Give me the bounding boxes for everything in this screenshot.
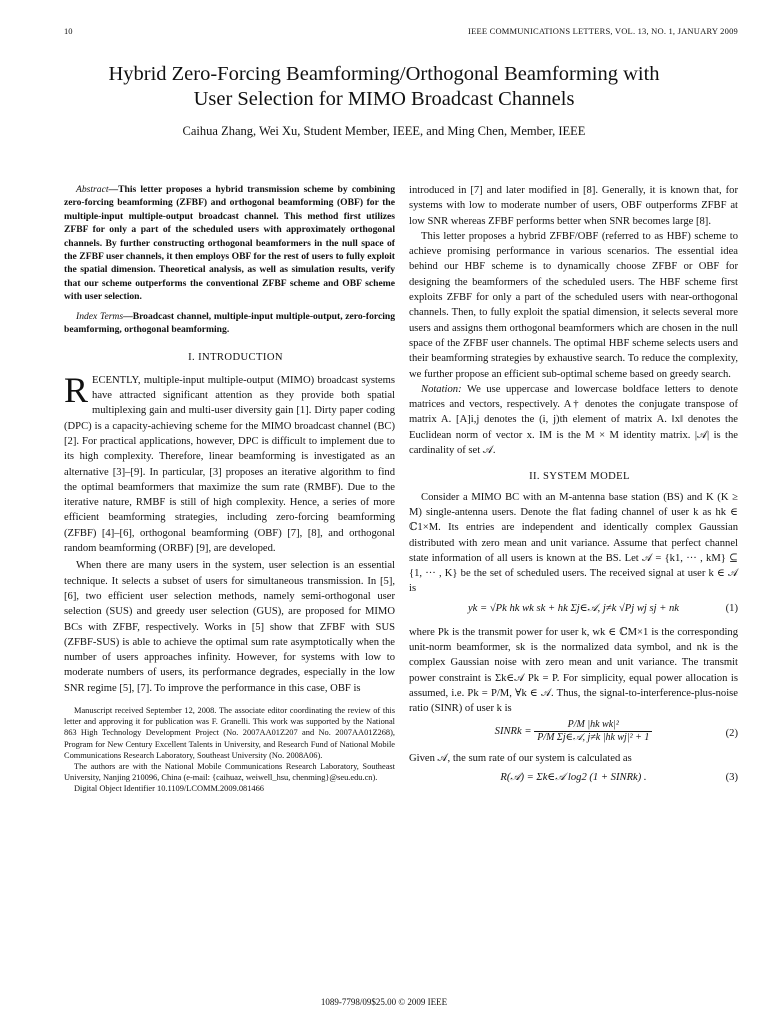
copyright-footer: 1089-7798/09$25.00 © 2009 IEEE (320, 997, 448, 1007)
running-header (64, 26, 738, 38)
section-2-heading: II. SYSTEM MODEL (529, 471, 630, 483)
abstract-text: —This letter proposes a hybrid transmission scheme by combining zero-forcing beamforming (ZFBF) and orthogonal beamforming (OBF) for the multiple-input multiple-output broadcast channel. This method first utilizes ZFBF for only a part of the scheduled users with approximately orthogonal channels. By further constructing orthogonal beamformers in the null space of the ZFBF user channels, it then employs OBF for the rest of users to fully exploit the spatial dimension. Theoretical analysis, as well as simulation results, verify that our scheme outperforms the conventional ZFBF scheme and OBF scheme with user selection. (64, 184, 395, 303)
equation-1-number: (1) (725, 602, 738, 614)
intro-paragraph-1-text: ECENTLY, multiple-input multiple-output (MIMO) broadcast systems have attracted significant attention as they provide both spatial multiplexing gain and multi-user diversity gain [1]. Dirty paper coding (DPC) is a capacity-achieving scheme for the MIMO broadcast channel (BC) [2]. For practical applications, however, DPC is difficult to implement due to its high complexity. Therefore, linear beamforming is investigated as an alternative [3]–[9]. In particular, [3] proposes an iterative algorithm to find the optimal beamformers that maximize the sum rate (RMBF). Due to the iterative nature, RMBF is still of high complexity. Hence, a series of more efficient beamforming strategies, including zero-forcing beamforming (ZFBF) [4]–[6], orthogonal beamforming (OBF) [7], [8], and orthogonal random beamforming (ORBF) [9], are developed. (64, 374, 395, 555)
intro-paragraph-2: When there are many users in the system, user selection is an essential technique. It selects a subset of users for simultaneous transmission. In [5], [6], two efficient user selection methods, namely semi-orthogonal user selection (SUS) and greedy user selection (GUS), are proposed for MIMO BCs with ZFBF, respectively. Works in [5] show that ZFBF with SUS (ZFBF-SUS) is able to achieve the optimal sum rate asymptotically when the number of users approaches infinity. However, for systems with low to moderate numbers of users, its performance degrades, especially in the low SNR regime [5], [7]. To improve the performance in this case, OBF is (64, 560, 395, 694)
abstract (64, 183, 395, 304)
right-column (409, 183, 738, 794)
model-paragraph-1: Consider a MIMO BC with an M-antenna base station (BS) and K (K ≥ M) single-antenna users. Denote the flat fading channel of user k as hk ∈ ℂ1×M. Its entries are independent and identically complex Gaussian distributed with zero mean and unit variance. Assume that perfect channel state information of all users is known at the BS. Let 𝒜 = {k1, ··· , kM} ⊆ {1, ··· , K} be the set of scheduled users. The received signal at user k ∈ 𝒜 is (409, 491, 738, 595)
intro-continued: introduced in [7] and later modified in [8]. Generally, it is known that, for systems with low to moderate number of users, OBF outperforms ZFBF at low SNR whereas ZFBF performs better when SNR becomes large [8]. (409, 185, 738, 227)
notation-text: We use uppercase and lowercase boldface letters to denote matrices and vectors, respectively. A† denotes the conjugate transpose of matrix A. [A]i,j denotes the (i, j)th element of matrix A. ‖x‖ denotes the Euclidean norm of vector x. IM is the M × M identity matrix. |𝒜| is the cardinality of set 𝒜. (409, 383, 738, 457)
hbf-paragraph: This letter proposes a hybrid ZFBF/OBF (referred to as HBF) scheme to achieve promising performance in various scenarios. The essential idea behind our HBF scheme is to dynamically choose ZFBF or OBF for designing the beamformers of the scheduled users. The HBF scheme first exploits ZFBF for only a part of the scheduled users with near-orthogonal channels. Then, to fully exploit the spatial dimension, it selects several more users and assigns them orthogonal beamformers which are chosen in the null space of the ZFBF user channels. The optimal HBF scheme selects users and their beamforming strategies by exhaustive search. To reduce the complexity, we further propose an efficient sub-optimal scheme based on greedy search. (409, 230, 738, 380)
model-paragraph-2: where Pk is the transmit power for user k, wk ∈ ℂM×1 is the corresponding unit-norm beamformer, sk is the normalized data symbol, and nk is the complex Gaussian noise with zero mean and unit variance. The transmit power constraint is Σk∈𝒜 Pk = P. For simplicity, equal power allocation is assumed, i.e. Pk = P/M, ∀k ∈ 𝒜. Thus, the signal-to-interference-plus-noise ratio (SINR) of user k is (409, 626, 738, 715)
index-terms-text: —Broadcast channel, multiple-input multiple-output, zero-forcing beamforming, orthogonal beamforming. (64, 310, 396, 336)
footnote-manuscript: Manuscript received September 12, 2008. The associate editor coordinating the review of this letter and approving it for publication was F. Granelli. This work was supported by the National 863 High Technology Development Project (No. 2007AA01Z207 and No. 2007AA01Z268), Program for New Century Excellent Talents in University, and Research Fund of National Mobile Communications Research Laboratory, Southeast University (No. 2008A06). (64, 706, 395, 760)
page-number: 10 (64, 26, 73, 36)
notation-label: Notation: (421, 383, 462, 395)
intro-paragraph-1 (64, 369, 395, 557)
drop-cap: R (64, 369, 89, 410)
equation-3-number: (3) (725, 771, 738, 783)
equation-2-denominator: P/M Σj∈𝒜, j≠k |hk wj|² + 1 (537, 731, 650, 743)
equation-1-body: yk = √Pk hk wk sk + hk Σj∈𝒜, j≠k √Pj wj sj + nk (467, 602, 680, 614)
model-paragraph-3: Given 𝒜, the sum rate of our system is calculated as (409, 752, 632, 764)
equation-2-number: (2) (725, 727, 738, 739)
footnote (64, 705, 395, 795)
equation-2-fraction (534, 719, 652, 744)
equation-1 (409, 597, 738, 625)
title-line-2: User Selection for MIMO Broadcast Channels (193, 88, 575, 110)
author-line: Caihua Zhang, Wei Xu, Student Member, IEEE, and Ming Chen, Member, IEEE (182, 124, 586, 138)
index-terms-label: Index Terms (76, 310, 124, 322)
left-column (64, 183, 395, 795)
equation-2-lhs: SINRk = (494, 725, 532, 737)
title-line-1: Hybrid Zero-Forcing Beamforming/Orthogonal Beamforming with (108, 63, 660, 85)
footnote-doi: Digital Object Identifier 10.1109/LCOMM.2009.081466 (74, 784, 264, 794)
notation-paragraph (409, 382, 738, 458)
paper-title (30, 62, 738, 112)
equation-2 (409, 717, 738, 751)
footnote-affiliation: The authors are with the National Mobile Communications Research Laboratory, Southeast University, Nanjing 210096, China (e-mail: {caihuaz, weiwell_hsu, chenming}@seu.edu.cn). (64, 762, 395, 783)
index-terms (64, 310, 395, 337)
equation-3-body: R(𝒜) = Σk∈𝒜 log2 (1 + SINRk) . (500, 771, 647, 783)
abstract-label: Abstract (76, 184, 109, 195)
equation-3 (409, 766, 738, 794)
section-1-heading: I. INTRODUCTION (188, 352, 283, 364)
journal-name: IEEE COMMUNICATIONS LETTERS, VOL. 13, NO. 1, JANUARY 2009 (468, 26, 738, 36)
equation-2-numerator: P/M |hk wk|² (534, 719, 652, 732)
